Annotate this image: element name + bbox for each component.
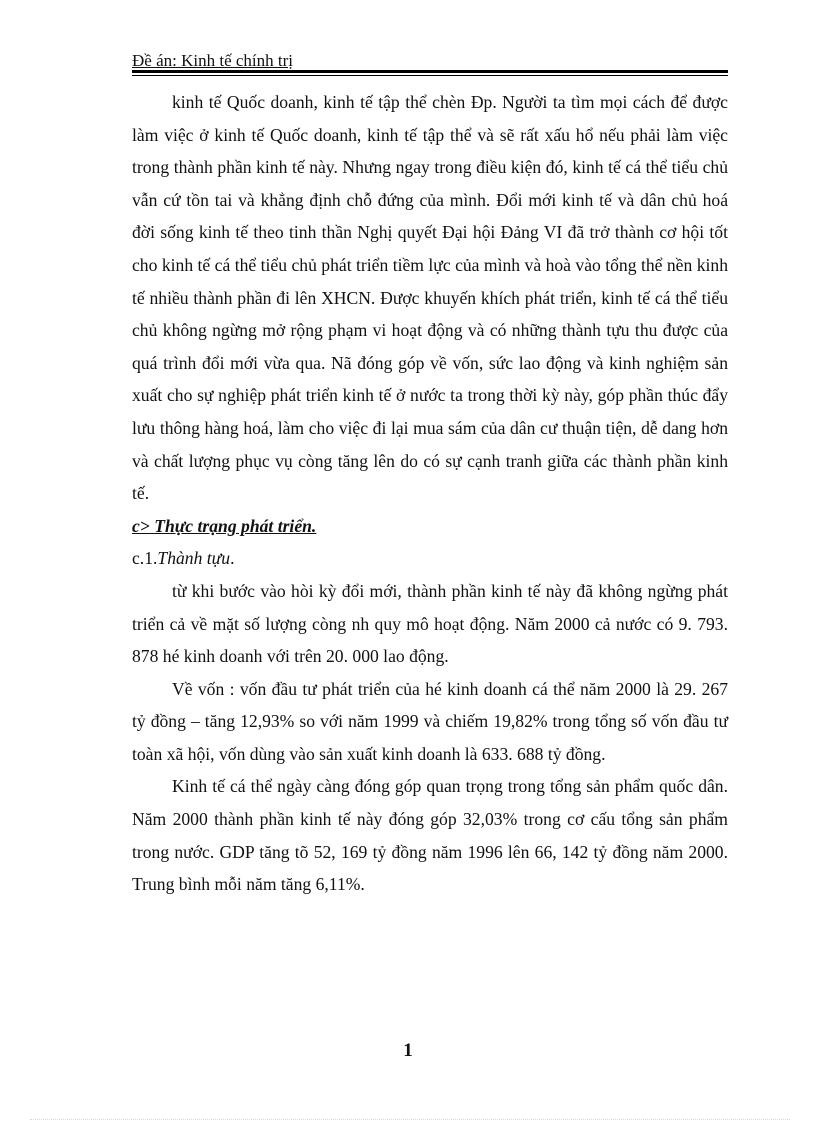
section-heading: c> Thực trạng phát triển.: [132, 515, 317, 536]
footer-dotted-line: [30, 1119, 790, 1120]
document-body: [132, 86, 728, 901]
subsection-number: c.1.: [132, 548, 158, 569]
subsection-title: Thành tựu: [157, 548, 231, 569]
paragraph-1: kinh tế Quốc doanh, kinh tế tập thể chèn Đp. Người ta tìm mọi cách để được làm việc ở kinh tế Quốc doanh, kinh tế tập thể và sẽ rất xấu hổ nếu phải làm việc trong thành phần kinh tế này. Nhưng ngay trong điều kiện đó, kinh tế cá thể tiểu chủ vẫn cứ tồn tai và khẳng định chỗ đứng của mình. Đổi mới kinh tế và dân chủ hoá đời sống kinh tế theo tinh thần Nghị quyết Đại hội Đảng VI đã trở thành cơ hội tốt cho kinh tế cá thể tiểu chủ phát triển tiềm lực của mình và hoà vào tổng thể nền kinh tế nhiều thành phần đi lên XHCN. Được khuyến khích phát triển, kinh tế cá thể tiểu chủ không ngừng mở rộng phạm vi hoạt động và có những thành tựu thu được của quá trình đổi mới vừa qua. Nã đóng góp về vốn, sức lao động và kinh nghiệm sản xuất cho sự nghiệp phát triển kinh tế ở nước ta trong thời kỳ này, góp phần thúc đẩy lưu thông hàng hoá, làm cho việc đi lại mua sám của dân cư thuận tiện, dễ dang hơn và chất lượng phục vụ còng tăng lên do có sự cạnh tranh giữa các thành phần kinh tế.: [132, 92, 728, 504]
header-rule-thick: [132, 70, 728, 73]
paragraph-4: Kinh tế cá thể ngày càng đóng góp quan trọng trong tổng sản phẩm quốc dân. Năm 2000 thành phần kinh tế này đóng góp 32,03% trong cơ cấu tổng sản phẩm trong nước. GDP tăng tõ 52, 169 tỷ đồng năm 1996 lên 66, 142 tỷ đồng năm 2000. Trung bình mỗi năm tăng 6,11%.: [132, 776, 728, 895]
subsection-period: .: [230, 548, 235, 569]
header-title: Đề án: Kinh tế chính trị: [132, 51, 293, 70]
paragraph-3: Về vốn : vốn đầu tư phát triển của hé kinh doanh cá thể năm 2000 là 29. 267 tỷ đồng – tăng 12,93% so với năm 1999 và chiếm 19,82% trong tổng số vốn đầu tư toàn xã hội, vốn dùng vào sản xuất kinh doanh là 633. 688 tỷ đồng.: [132, 678, 728, 764]
subsection-heading: [132, 542, 728, 575]
section-heading-line: [132, 510, 728, 543]
paragraph-2: từ khi bước vào hòi kỳ đổi mới, thành phần kinh tế này đã không ngừng phát triển cả về mặt số lượng còng nh quy mô hoạt động. Năm 2000 cả nước có 9. 793. 878 hé kinh doanh với trên 20. 000 lao động.: [132, 580, 728, 667]
page-number: 1: [403, 1040, 413, 1061]
page-header: [132, 51, 728, 71]
header-rule-thin: [132, 75, 728, 76]
